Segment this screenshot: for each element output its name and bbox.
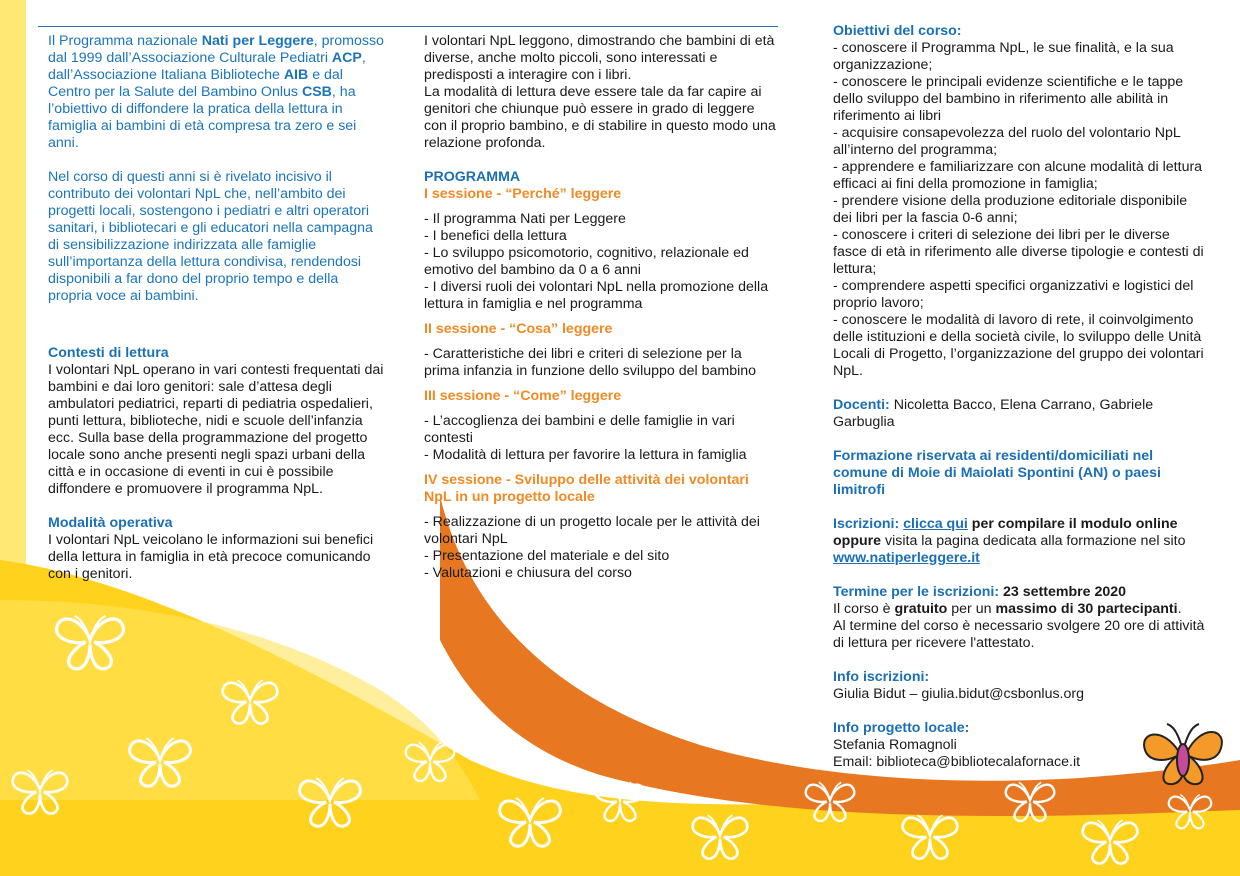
docenti: Docenti: Nicoletta Bacco, Elena Carrano, Gabriele Garbuglia <box>833 397 1154 430</box>
info-progetto-email: Email: biblioteca@bibliotecalafornace.it <box>833 754 1081 770</box>
column-left <box>48 33 386 583</box>
info-iscrizioni-contact: Giulia Bidut – giulia.bidut@csbonlus.org <box>833 686 1085 702</box>
column-middle <box>424 33 780 582</box>
obiettivi-heading: Obiettivi del corso: <box>833 23 962 39</box>
session-item: - I diversi ruoli dei volontari NpL nella promozione della lettura in famiglia e nel programma <box>424 279 769 312</box>
reading-intro: I volontari NpL leggono, dimostrando che bambini di età diverse, anche molto piccoli, sono interessati e predisposti a interagire con i libri. <box>424 33 775 83</box>
iscrizioni: Iscrizioni: clicca qui per compilare il modulo online oppure visita la pagina dedicata alla formazione nel sito www.natiperleggere.it <box>833 516 1186 566</box>
session-item: - Modalità di lettura per favorire la lettura in famiglia <box>424 447 747 463</box>
info-iscrizioni-heading: Info iscrizioni: <box>833 669 930 685</box>
session-item: - Realizzazione di un progetto locale per le attività dei volontari NpL <box>424 514 760 547</box>
termine: Termine per le iscrizioni: 23 settembre 2020 <box>833 584 1127 600</box>
obiettivo-item: - comprendere aspetti specifici organizzativi e logistici del proprio lavoro; <box>833 278 1194 311</box>
reading-mode: La modalità di lettura deve essere tale da far capire ai genitori che chiunque può essere in grado di leggere con il proprio bambino, e di stabilire in questo modo una relazione profonda. <box>424 84 776 151</box>
obiettivo-item: - conoscere le principali evidenze scientifiche e le tappe dello sviluppo del bambino in riferimento alle abilità in riferimento ai libri <box>833 74 1184 124</box>
session-title: II sessione - “Cosa” leggere <box>424 321 613 337</box>
programma-heading: PROGRAMMA <box>424 169 521 185</box>
session-item: - Presentazione del materiale e del sito <box>424 548 670 564</box>
volunteers-paragraph: Nel corso di questi anni si è rivelato incisivo il contributo dei volontari NpL che, nell’ambito dei progetti locali, sostengono i pediatri e altri operatori sanitari, i bibliotecari e gli educatori nella campagna di sensibilizzazione indirizzata alle famiglie sull’importanza della lettura condivisa, rendendosi disponibili a far dono del proprio tempo e della propria voce ai bambini. <box>48 169 373 304</box>
session-item: - L’accoglienza dei bambini e delle famiglie in vari contesti <box>424 413 735 446</box>
modalita-text: I volontari NpL veicolano le informazioni sui benefici della lettura in famiglia in età precoce comunicando con i genitori. <box>48 532 374 582</box>
session-item: - Lo sviluppo psicomotorio, cognitivo, relazionale ed emotivo del bambino da 0 a 6 anni <box>424 245 749 278</box>
attestato: Al termine del corso è necessario svolgere 20 ore di attività di lettura per ricevere l'attestato. <box>833 618 1205 651</box>
intro-paragraph: Il Programma nazionale Nati per Leggere, promosso dal 1999 dall’Associazione Culturale Pediatri ACP, dall’Associazione Italiana Biblioteche AIB e dal Centro per la Salute del Bambino Onlus CSB, ha l’obiettivo di diffondere la pratica della lettura in famiglia ai bambini di età compresa tra zero e sei anni. <box>48 33 384 151</box>
session-title: III sessione - “Come” leggere <box>424 388 622 404</box>
session-item: - I benefici della lettura <box>424 228 567 244</box>
session-title: IV sessione - Sviluppo delle attività dei volontari NpL in un progetto locale <box>424 472 749 505</box>
contesti-heading: Contesti di lettura <box>48 345 169 361</box>
session-item: - Caratteristiche dei libri e criteri di selezione per la prima infanzia in funzione dello sviluppo del bambino <box>424 346 757 379</box>
obiettivo-item: - acquisire consapevolezza del ruolo del volontario NpL all’interno del programma; <box>833 125 1181 158</box>
gratuito: Il corso è gratuito per un massimo di 30 partecipanti. <box>833 601 1182 617</box>
obiettivo-item: - conoscere il Programma NpL, le sue finalità, e la sua organizzazione; <box>833 40 1174 73</box>
iscrizioni-link[interactable]: clicca qui <box>903 516 968 532</box>
obiettivo-item: - apprendere e familiarizzare con alcune modalità di lettura efficaci ai fini della promozione in famiglia; <box>833 159 1203 192</box>
formazione-note: Formazione riservata ai residenti/domiciliati nel comune di Moie di Maiolati Spontini (AN) o paesi limitrofi <box>833 448 1161 498</box>
obiettivo-item: - conoscere le modalità di lavoro di rete, il coinvolgimento delle istituzioni e della società civile, lo sviluppo delle Unità Locali di Progetto, l’organizzazione del gruppo dei volontari NpL. <box>833 312 1204 379</box>
contesti-text: I volontari NpL operano in vari contesti frequentati dai bambini e dai loro genitori: sale d’attesa degli ambulatori pediatrici, reparti di pediatria ospedalieri, punti lettura, biblioteche, nidi e scuole dell’infanzia ecc. Sulla base della programmazione del progetto locale sono anche presenti negli spazi urbani della città e in occasione di eventi in cui è possibile diffondere e promuovere il programma NpL. <box>48 362 384 497</box>
info-progetto-heading: Info progetto locale: <box>833 720 970 736</box>
website-link[interactable]: www.natiperleggere.it <box>833 550 980 566</box>
obiettivo-item: - prendere visione della produzione editoriale disponibile dei libri per la fascia 0-6 anni; <box>833 193 1188 226</box>
info-progetto-name: Stefania Romagnoli <box>833 737 957 753</box>
column-right <box>833 23 1205 771</box>
modalita-heading: Modalità operativa <box>48 515 173 531</box>
top-divider <box>38 26 778 27</box>
session-item: - Il programma Nati per Leggere <box>424 211 626 227</box>
obiettivo-item: - conoscere i criteri di selezione dei libri per le diverse fasce di età in riferimento alle diverse tipologie e contesti di lettura; <box>833 227 1204 277</box>
session-title: I sessione - “Perché” leggere <box>424 186 622 202</box>
session-item: - Valutazioni e chiusura del corso <box>424 565 632 581</box>
